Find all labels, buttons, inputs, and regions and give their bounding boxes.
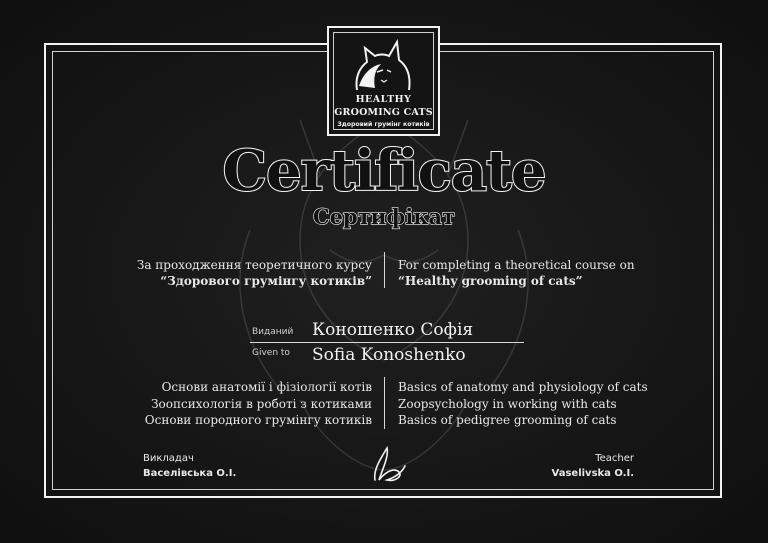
subject-en-item: Basics of anatomy and physiology of cats (398, 380, 648, 394)
cat-head-icon (351, 34, 415, 92)
given-to-label: Given to (252, 348, 290, 358)
name-separator-line (250, 342, 524, 343)
course-en-line-1: For completing a theoretical course on (398, 258, 635, 272)
teacher-label-en: Teacher (595, 453, 634, 464)
subject-en-item: Basics of pedigree grooming of cats (398, 413, 617, 427)
logo-tagline: Здоровий грумінг котиків (337, 121, 430, 128)
teacher-block-ua (143, 451, 236, 481)
brand-logo (327, 26, 440, 136)
certificate-subtitle: Сертифікат (312, 204, 456, 229)
issued-label: Виданий (252, 327, 294, 337)
course-divider (384, 252, 385, 288)
teacher-block-en (552, 451, 634, 481)
course-description-ua (137, 257, 372, 289)
subjects-list-en (398, 379, 648, 429)
subjects-divider (384, 377, 385, 429)
recipient-name-ua: Коношенко Софія (312, 320, 474, 340)
subjects-list-ua (145, 379, 372, 429)
teacher-name-en: Vaselivska O.I. (551, 468, 634, 479)
certificate-title: Certificate (222, 138, 546, 204)
logo-line-2: GROOMING CATS (334, 107, 433, 118)
subject-ua-item: Зоопсихологія в роботі з котиками (151, 396, 372, 411)
subject-ua-item: Основи анатомії і фізіології котів (161, 380, 372, 394)
subject-en-item: Zoopsychology in working with cats (398, 396, 617, 411)
teacher-label-ua: Викладач (143, 453, 194, 464)
teacher-name-ua: Васелівська О.І. (143, 468, 237, 479)
logo-line-1: HEALTHY (355, 94, 412, 105)
course-en-line-2: “Healthy grooming of cats” (398, 274, 583, 288)
signature-mark (365, 440, 415, 488)
course-ua-line-2: “Здорового грумінгу котиків” (160, 274, 372, 288)
course-ua-line-1: За проходження теоретичного курсу (136, 258, 372, 272)
subject-ua-item: Основи породного грумінгу котиків (144, 413, 372, 427)
course-description-en (398, 257, 635, 289)
recipient-name-en: Sofia Konoshenko (312, 345, 466, 365)
